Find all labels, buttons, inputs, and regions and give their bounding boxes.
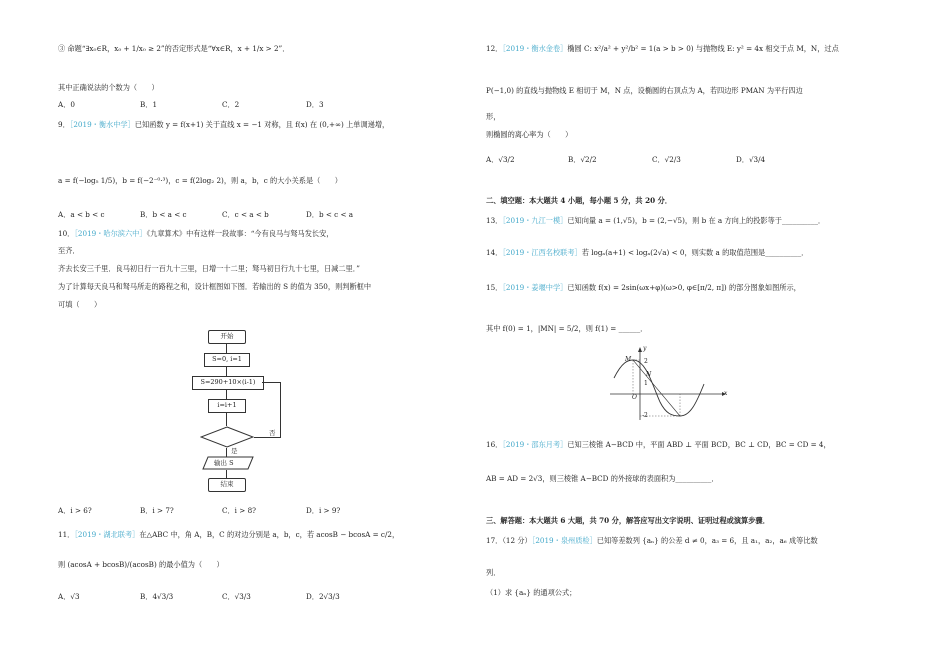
q9-option-a[interactable]: A．a < b < c xyxy=(58,210,105,219)
q10-line-1 xyxy=(58,229,334,239)
flow-arrow-6 xyxy=(226,470,227,478)
flow-output-label: 输出 S xyxy=(214,459,234,467)
q15-graph-m-label: M xyxy=(625,356,632,363)
section-2-heading: 二、填空题：本大题共 4 小题，每小题 5 分，共 20 分． xyxy=(486,196,672,205)
flow-yes-label: 是 xyxy=(231,447,238,455)
q9-line-1 xyxy=(58,120,389,130)
q15-graph xyxy=(600,344,730,424)
q11-option-b[interactable]: B．4√3/3 xyxy=(140,592,174,601)
q11-line-1 xyxy=(58,530,399,540)
q8-option-c[interactable]: C．2 xyxy=(222,100,240,109)
q11-text: 在△ABC 中，角 A，B，C 的对边分别是 a，b，c，若 acosB − bcosA = c/2， xyxy=(139,530,400,539)
q9-text: 已知函数 y = f(x+1) 关于直线 x = −1 对称，且 f(x) 在 (0,+∞) 上单调递增， xyxy=(134,120,390,129)
q13-line xyxy=(486,216,825,226)
flow-start: 开始 xyxy=(208,330,246,344)
q15-number: 15． xyxy=(486,283,503,292)
q11-option-d[interactable]: D．2√3/3 xyxy=(306,592,340,601)
q17-number: 17． xyxy=(486,536,503,545)
q12-number: 12． xyxy=(486,44,503,53)
flow-arrow-3 xyxy=(226,389,227,399)
q17-sub-1: （1）求 {aₙ} 的通项公式； xyxy=(486,588,577,597)
flow-loop-h1 xyxy=(254,437,280,438)
q12-source-tag: ［2019・衡水金卷］ xyxy=(502,44,568,53)
q13-number: 13． xyxy=(486,216,503,225)
q9-number: 9． xyxy=(58,120,70,129)
q12-option-a[interactable]: A．√3/2 xyxy=(486,155,515,164)
flow-arrow-4 xyxy=(226,412,227,426)
q17-line-1 xyxy=(486,536,818,546)
q12-text-1: 椭圆 C: x²/a² + y²/b² = 1(a > b > 0) 与抛物线 E: y² = 4x 相交于点 M，N，过点 xyxy=(567,44,839,53)
flow-arrow-1 xyxy=(226,343,227,353)
q14-text: 若 logₐ(a+1) < logₐ(2√a) < 0，则实数 a 的取值范围是__________． xyxy=(581,248,809,257)
flow-no-label: 否 xyxy=(269,429,276,437)
q17-text: 已知等差数列 {aₙ} 的公差 d ≠ 0，a₃ = 6，且 a₁，a₂，a₆ 成等比数 xyxy=(596,536,818,545)
q8-option-a[interactable]: A．0 xyxy=(58,100,75,109)
q9-option-c[interactable]: C．c < a < b xyxy=(222,210,269,219)
flow-end: 结束 xyxy=(208,478,246,492)
q10-line-5: 可填（ ） xyxy=(58,300,102,309)
q9-line-2: a = f(−log₅ 1/5)，b = f(−2⁻⁰·³)，c = f(2log₂ 2)，则 a，b，c 的大小关系是（ ） xyxy=(58,176,342,185)
q10-source-tag: ［2019・哈尔滨六中］ xyxy=(74,229,147,238)
q12-line-4: 则椭圆的离心率为（ ） xyxy=(486,130,573,139)
q16-line-2: AB = AD = 2√3，则三棱锥 A−BCD 的外接球的表面积为__________． xyxy=(486,474,719,483)
q15-line-1 xyxy=(486,283,801,293)
flow-loop-v xyxy=(280,382,281,438)
flow-inc: i=i+1 xyxy=(208,399,246,413)
q14-number: 14． xyxy=(486,248,503,257)
q17-score: （12 分） xyxy=(502,536,532,545)
q9-source-tag: ［2019・衡水中学］ xyxy=(69,120,135,129)
q11-option-a[interactable]: A．√3 xyxy=(58,592,80,601)
q10-option-a[interactable]: A．i > 6? xyxy=(58,506,92,515)
q13-text: 已知向量 a = (1,√5)，b = (2,−√5)，则 b 在 a 方向上的投影等于__________． xyxy=(567,216,826,225)
q14-line xyxy=(486,248,808,258)
q10-line-4: 为了计算每天良马和驽马所走的路程之和，设计框图如下图．若输出的 S 的值为 350，则判断框中 xyxy=(58,282,372,291)
q17-source-tag: ［2019・泉州质检］ xyxy=(531,536,597,545)
q14-source-tag: ［2019・江西名校联考］ xyxy=(502,248,582,257)
q12-option-d[interactable]: D．√3/4 xyxy=(736,155,766,164)
q10-line-2: 至齐． xyxy=(58,246,80,255)
section-3-heading: 三、解答题：本大题共 6 大题，共 70 分，解答应写出文字说明、证明过程或演算步骤． xyxy=(486,516,770,525)
q15-graph-n-label: N xyxy=(646,371,652,378)
q11-option-c[interactable]: C．√3/3 xyxy=(222,592,251,601)
q11-line-2: 则 (acosA + bcosB)/(acosB) 的最小值为（ ） xyxy=(58,560,224,569)
flow-decision xyxy=(200,426,254,448)
flow-arrow-2 xyxy=(226,366,227,376)
q15-source-tag: ［2019・姜堰中学］ xyxy=(502,283,568,292)
q15-graph-tick-neg2: -2 xyxy=(642,412,648,419)
q16-source-tag: ［2019・邵东月考］ xyxy=(502,440,568,449)
q10-number: 10． xyxy=(58,229,75,238)
q15-graph-x-label: x xyxy=(724,390,728,397)
q11-number: 11． xyxy=(58,530,75,539)
q15-graph-origin: O xyxy=(632,394,637,401)
flow-init: S=0, i=1 xyxy=(204,353,250,367)
q10-line-3: 齐去长安三千里．良马初日行一百九十三里，日增一十二里；驽马初日行九十七里，日减二里．” xyxy=(58,264,360,273)
q12-line-3: 形， xyxy=(486,112,501,121)
q8-count-question: 其中正确说法的个数为（ ） xyxy=(58,83,159,92)
q8-option-b[interactable]: B．1 xyxy=(140,100,158,109)
q12-option-c[interactable]: C．√2/3 xyxy=(652,155,681,164)
flow-loop-h2 xyxy=(262,382,280,383)
q15-line-2: 其中 f(0) = 1，|MN| = 5/2，则 f(1) = ______． xyxy=(486,324,648,333)
q12-line-2: P(−1,0) 的直线与抛物线 E 相切于 M，N 点，设椭圆的右顶点为 A，若四边形 PMAN 为平行四边 xyxy=(486,86,803,95)
q11-source-tag: ［2019・湖北联考］ xyxy=(74,530,140,539)
q15-graph-tick-2: 2 xyxy=(644,358,648,365)
q17-line-2: 列． xyxy=(486,568,501,577)
q10-option-b[interactable]: B．i > 7? xyxy=(140,506,174,515)
flow-calc: S=290+10×(i-1) xyxy=(192,376,264,390)
q16-line-1 xyxy=(486,440,831,450)
q10-option-d[interactable]: D．i > 9? xyxy=(306,506,341,515)
q9-option-b[interactable]: B．b < a < c xyxy=(140,210,187,219)
q15-graph-tick-1: 1 xyxy=(644,380,648,387)
q10-option-c[interactable]: C．i > 8? xyxy=(222,506,257,515)
q16-text: 已知三棱锥 A−BCD 中，平面 ABD ⊥ 平面 BCD，BC ⊥ CD，BC = CD = 4， xyxy=(567,440,831,449)
q8-statement-3: ③ 命题“∃x₀∈R，x₀ + 1/x₀ ≥ 2”的否定形式是“∀x∈R，x + 1/x > 2”． xyxy=(58,44,290,53)
q8-option-d[interactable]: D．3 xyxy=(306,100,324,109)
q16-number: 16． xyxy=(486,440,503,449)
q13-source-tag: ［2019・九江一模］ xyxy=(502,216,568,225)
q15-graph-y-label: y xyxy=(643,345,647,352)
q10-text-1: 《九章算术》中有这样一段故事：“今有良马与驽马发长安， xyxy=(146,229,334,238)
q15-text: 已知函数 f(x) = 2sin(ωx+φ)(ω>0, φ∈[π/2, π]) 的部分图象如图所示， xyxy=(567,283,801,292)
q12-option-b[interactable]: B．√2/2 xyxy=(568,155,597,164)
q9-option-d[interactable]: D．b < c < a xyxy=(306,210,354,219)
q12-line-1 xyxy=(486,44,839,54)
